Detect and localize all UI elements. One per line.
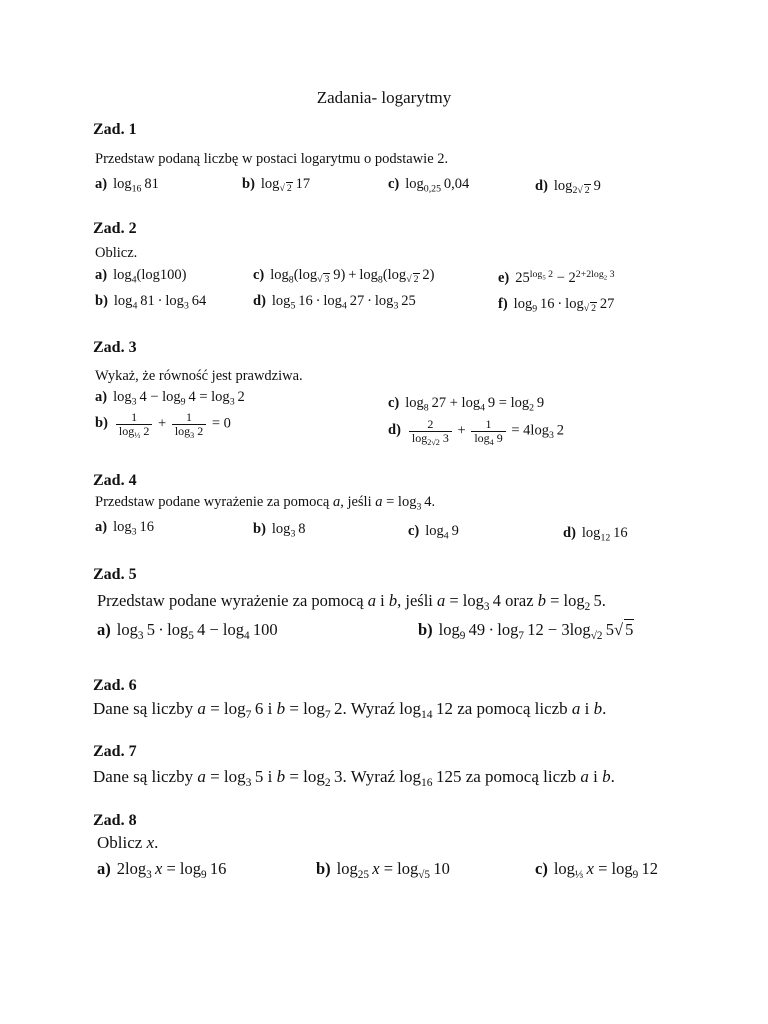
task-2-item-d: d) $\log_5 16 \cdot \log_4 27 \cdot \log_3 25$ bbox=[253, 293, 416, 312]
task-8-item-b: b) $\log_{25} x = \log_{√5} 10$ bbox=[316, 859, 450, 881]
task-8-item-c: c) $\log_{\frac{1}{3}} x = \log_9 12$ bbox=[535, 859, 659, 881]
task-3-item-b: b) $\frac{1}{\log_{\frac{1}{3}} 2}$ + $\frac{1}{\log_3 2}$ = 0 bbox=[95, 410, 231, 440]
task-4-prompt: Przedstaw podane wyrażenie za pomocą a, jeśli $a = \log_3 4$. bbox=[95, 494, 436, 513]
task-6-prompt: Dane są liczby $a = \log_7 6$ i $b = \log_7 2$. Wyraź $\log_{14} 12$ za pomocą liczb a i b. bbox=[93, 699, 607, 722]
task-4-item-a: a) $\log_3 16$ bbox=[95, 519, 154, 538]
task-1-heading: Zad. 1 bbox=[93, 121, 137, 138]
task-1-item-d: d) $\log_{2√ 2} 9$ bbox=[535, 178, 601, 197]
task-2-item-e: e) $25^{log_5 2} - 2^{2+2log_2 3}$ bbox=[498, 268, 615, 286]
task-2-item-c: c) $\log_8(\log_{√ 3}$ $9) + \log_8(\log_{√ 2}$ 2) bbox=[253, 267, 435, 286]
task-2-prompt: Oblicz. bbox=[95, 245, 138, 261]
task-2-item-f: f) $\log_9 16 \cdot \log_{√ 2} 27$ bbox=[498, 296, 615, 315]
task-3-item-d: d) $\frac{2}{\log_{2√2} 3}$ + $\frac{1}{\log_4 9}$ = $4\log_3$ 2 bbox=[388, 417, 565, 447]
task-3-heading: Zad. 3 bbox=[93, 339, 137, 356]
task-5-heading: Zad. 5 bbox=[93, 566, 137, 583]
task-3-item-a: a) $\log_3 4 - \log_9 4 = \log_3 2$ bbox=[95, 389, 245, 408]
task-2-item-a: a) $\log_4(\log 100)$ bbox=[95, 267, 187, 286]
task-4-item-c: c) $\log_4 9$ bbox=[408, 523, 459, 542]
task-1-prompt: Przedstaw podaną liczbę w postaci logarytmu o podstawie 2. bbox=[95, 151, 449, 167]
task-5-prompt: Przedstaw podane wyrażenie za pomocą a i b, jeśli $a = \log_3 4$ oraz $b = \log_2 5$. bbox=[97, 591, 606, 613]
task-8-heading: Zad. 8 bbox=[93, 812, 137, 829]
task-2-item-b: b) $\log_4 81 \cdot \log_3 64$ bbox=[95, 293, 207, 312]
task-1-item-a: a) $\log_{16} 81$ bbox=[95, 176, 159, 195]
task-5-item-a: a) $\log_3 5 \cdot \log_5 4 - \log_4 100$ bbox=[97, 620, 278, 642]
task-4-heading: Zad. 4 bbox=[93, 472, 137, 489]
task-4-item-d: d) $\log_{12} 16$ bbox=[563, 525, 628, 544]
task-5-item-b: b) $\log_9 49 \cdot \log_7 12 - 3\log_{√2}$ 5√ 5 bbox=[418, 620, 634, 642]
task-1-item-b: b) $\log_{√ 2} 17$ bbox=[242, 176, 311, 195]
task-8-item-a: a) $2\log_3$ $x = \log_9 16$ bbox=[97, 859, 227, 881]
task-1-item-c: c) $\log_{0,25} 0,04$ bbox=[388, 176, 470, 195]
task-7-heading: Zad. 7 bbox=[93, 743, 137, 760]
task-6-heading: Zad. 6 bbox=[93, 677, 137, 694]
page-title: Zadania- logarytmy bbox=[316, 88, 452, 107]
task-8-prompt: Oblicz x. bbox=[97, 833, 159, 852]
task-3-prompt: Wykaż, że równość jest prawdziwa. bbox=[95, 368, 303, 384]
task-7-prompt: Dane są liczby $a = \log_3 5$ i $b = \log_2 3$. Wyraź $\log_{16} 125$ za pomocą liczb a i b. bbox=[93, 767, 615, 790]
task-3-item-c: c) $\log_8 27 + \log_4 9 = \log_2 9$ bbox=[388, 395, 545, 414]
task-4-item-b: b) $\log_3 8$ bbox=[253, 521, 306, 540]
task-2-heading: Zad. 2 bbox=[93, 220, 137, 237]
